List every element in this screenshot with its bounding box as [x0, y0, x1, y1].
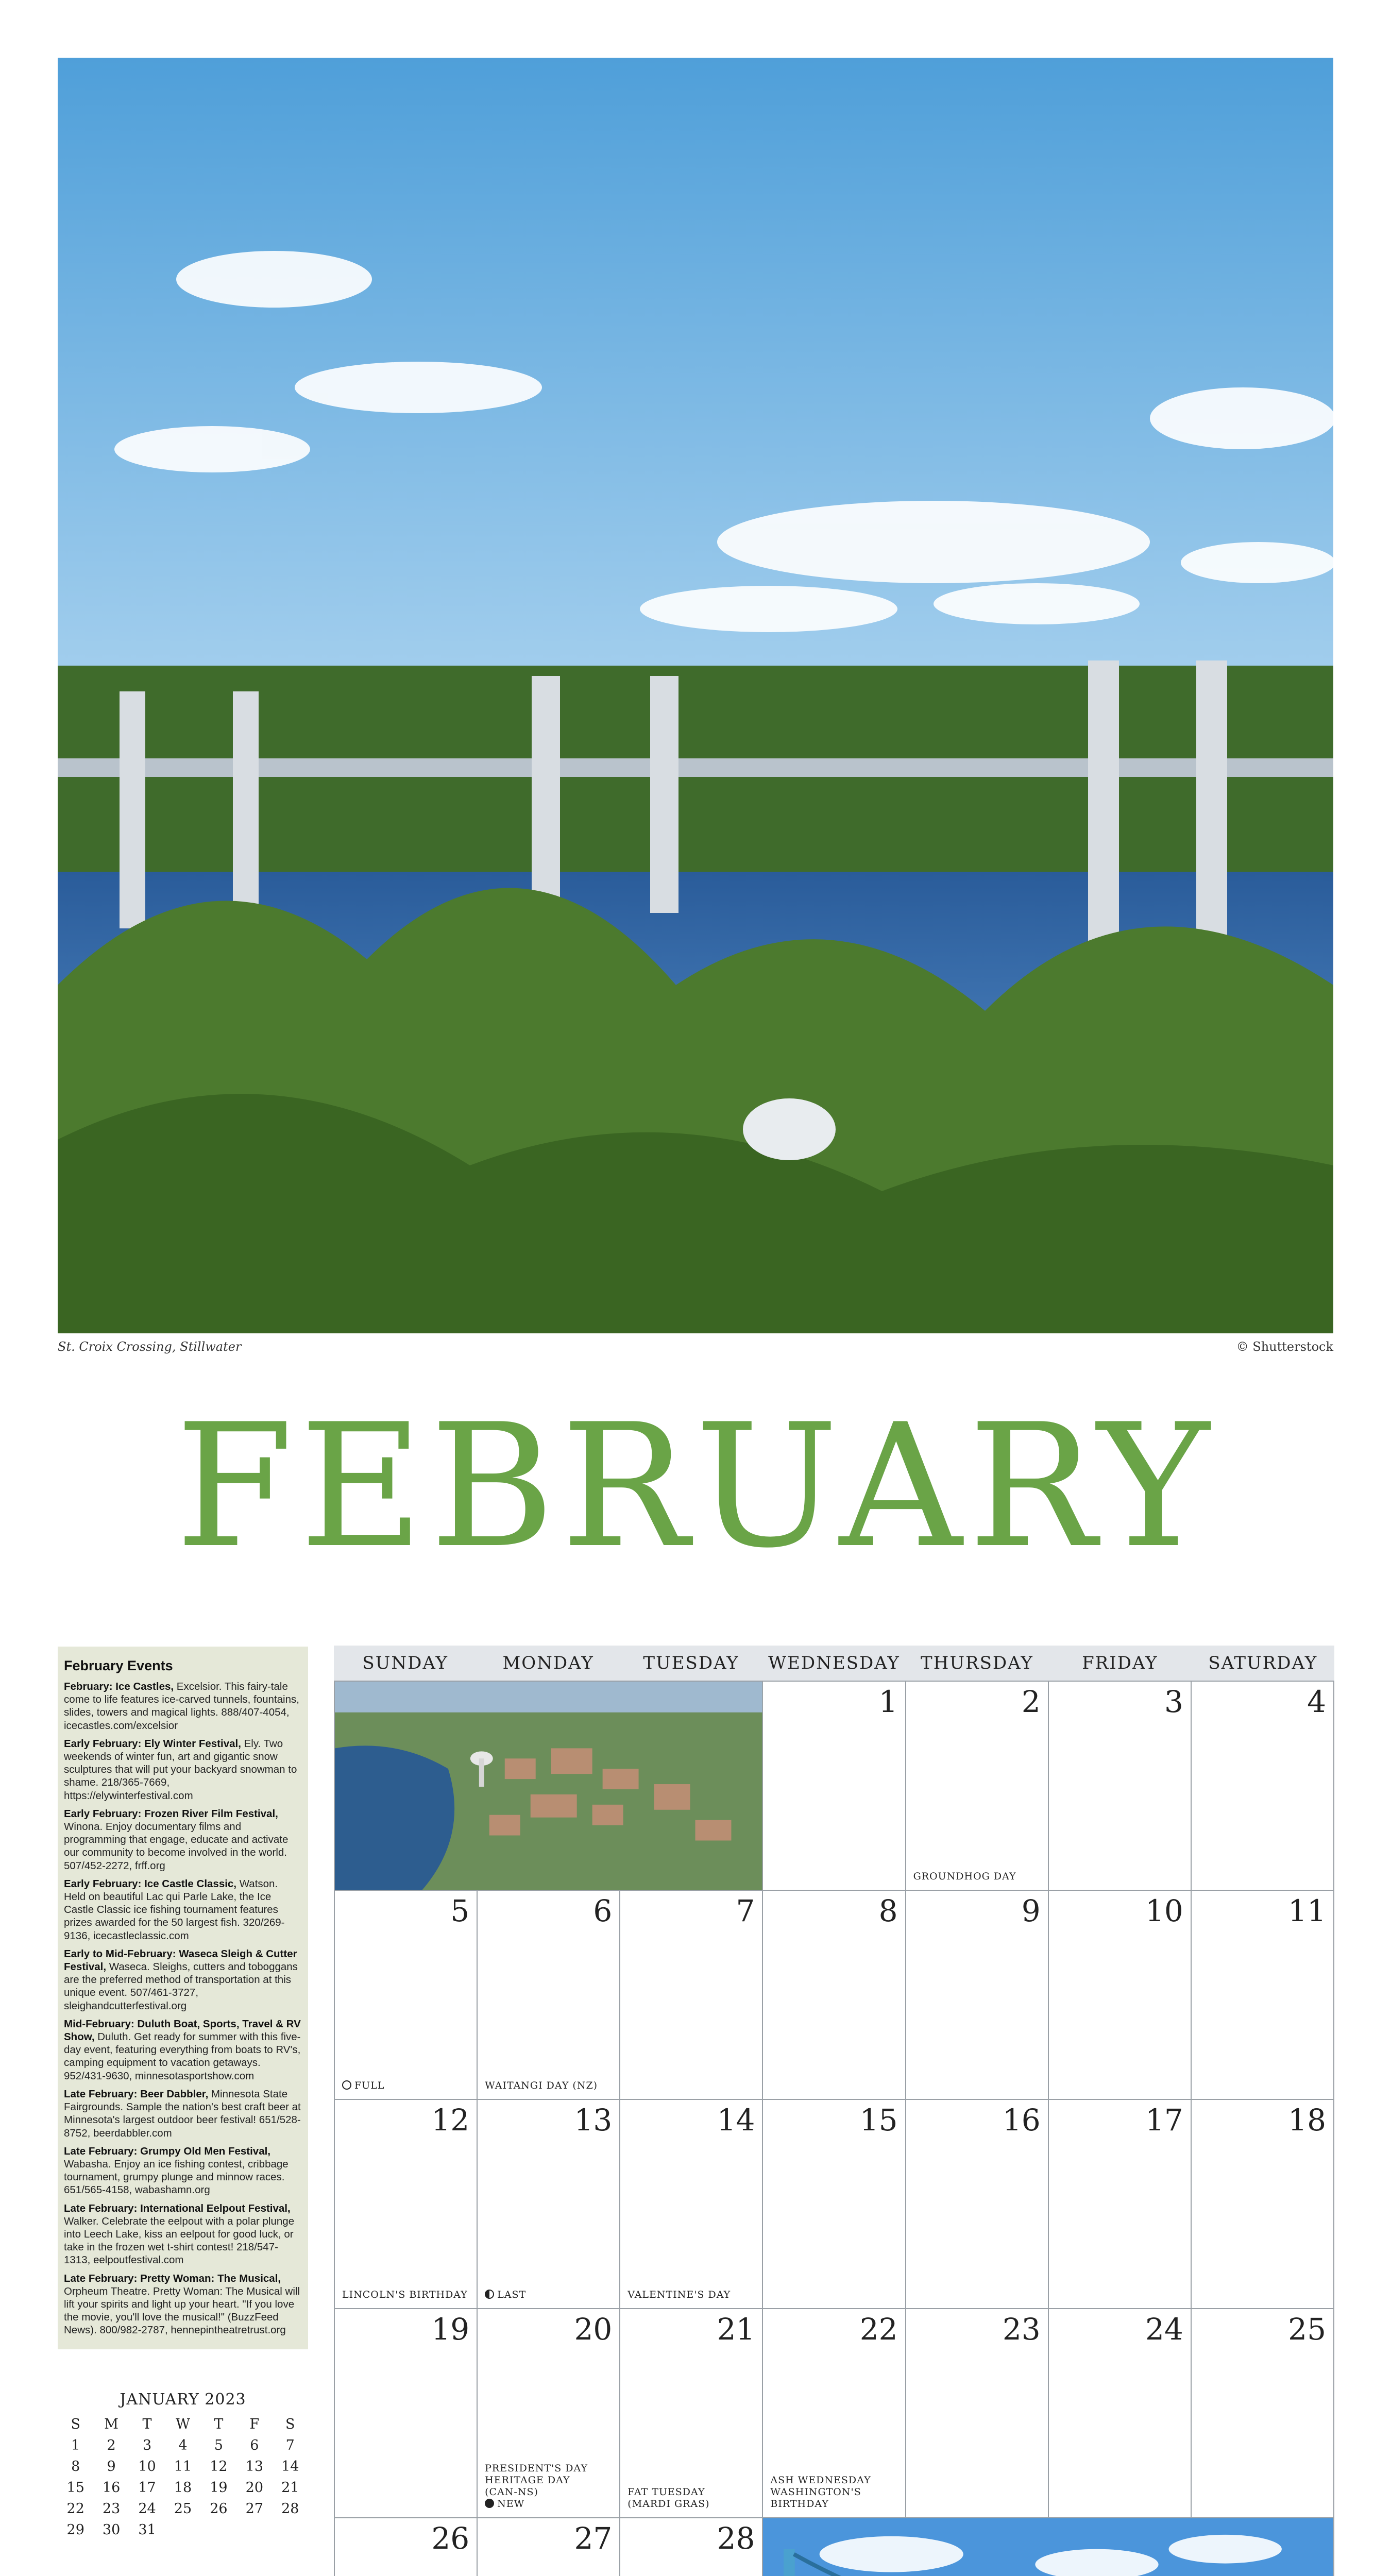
- holiday-label: GROUNDHOG DAY: [913, 1871, 1016, 1882]
- mini-day: 12: [210, 2459, 228, 2475]
- mini-day: 14: [281, 2459, 299, 2475]
- day-number: 5: [450, 1893, 470, 1928]
- day-cell[interactable]: [763, 2100, 906, 2309]
- weekday-label: SATURDAY: [1208, 1653, 1318, 1673]
- mini-day: 19: [210, 2480, 228, 2496]
- mini-day: 31: [138, 2522, 156, 2538]
- day-number: 14: [717, 2103, 755, 2138]
- mini-day: 27: [245, 2501, 263, 2517]
- mini-day: 2: [107, 2437, 116, 2453]
- moon-phase: [485, 2498, 588, 2510]
- day-cell[interactable]: [906, 2100, 1049, 2309]
- moon-phase-label: LAST: [497, 2289, 527, 2300]
- event-description: Winona. Enjoy documentary films and programming that engage, educate and activate our community to become involved in the world. 507/452-2272, frff.org: [64, 1821, 289, 1872]
- mini-day: [273, 2519, 308, 2540]
- day-cell[interactable]: [620, 2518, 763, 2576]
- day-number: 13: [574, 2103, 613, 2138]
- day-cell[interactable]: [763, 2309, 906, 2518]
- day-notes: [627, 2289, 731, 2301]
- event-heading: Late February: International Eelpout Festival,: [64, 2202, 291, 2214]
- mini-day: 26: [210, 2501, 228, 2517]
- event-heading: Late February: Pretty Woman: The Musical,: [64, 2272, 281, 2284]
- day-cell[interactable]: [478, 2309, 620, 2518]
- event-heading: February: Ice Castles,: [64, 1681, 174, 1692]
- day-cell[interactable]: [335, 2100, 478, 2309]
- day-cell[interactable]: [1192, 1682, 1334, 1891]
- event-heading: Early to Mid-February: Waseca Sleigh & Cutter Festival,: [64, 1947, 297, 1973]
- day-number: 15: [859, 2103, 898, 2138]
- mini-day: 9: [107, 2459, 116, 2475]
- inset-photo-hennepin-bridge: [763, 2518, 1334, 2576]
- holiday-label: WAITANGI DAY (NZ): [485, 2080, 598, 2091]
- event-item: [64, 1947, 301, 2012]
- day-number: 6: [593, 1893, 613, 1928]
- mini-day: 28: [281, 2501, 299, 2517]
- mini-day: 5: [214, 2437, 223, 2453]
- day-cell[interactable]: [335, 2309, 478, 2518]
- moon-last-icon: [485, 2290, 494, 2299]
- event-heading: Late February: Beer Dabbler,: [64, 2088, 209, 2100]
- mini-day: 17: [138, 2480, 156, 2496]
- event-item: [64, 1737, 301, 1802]
- mini-day: 29: [66, 2522, 84, 2538]
- mini-day: 3: [142, 2437, 152, 2453]
- day-notes: [627, 2486, 709, 2510]
- day-cell[interactable]: [763, 1682, 906, 1891]
- mini-day: 25: [174, 2501, 192, 2517]
- day-number: 16: [1002, 2103, 1041, 2138]
- holiday-label: PRESIDENT'S DAY: [485, 2463, 588, 2474]
- mini-day: [165, 2519, 200, 2540]
- weekday-label: TUESDAY: [643, 1653, 739, 1673]
- day-number: 4: [1307, 1684, 1326, 1719]
- events-panel: [58, 1647, 308, 2349]
- holiday-label: HERITAGE DAY: [485, 2475, 570, 2486]
- event-description: Minnesota State Fairgrounds. Sample the nation's best craft beer at Minnesota's largest outdoor beer festival! 651/528-8752, beerdabbler.com: [64, 2088, 301, 2139]
- weekday-label: MONDAY: [502, 1653, 594, 1673]
- holiday-label: LINCOLN'S BIRTHDAY: [342, 2289, 468, 2300]
- day-number: 10: [1145, 1893, 1183, 1928]
- weekday-label: WEDNESDAY: [768, 1653, 900, 1673]
- day-cell[interactable]: [1049, 2100, 1192, 2309]
- mini-day: 16: [102, 2480, 121, 2496]
- mini-weekday: S: [71, 2416, 80, 2432]
- weekday-label: SUNDAY: [362, 1653, 448, 1673]
- day-cell[interactable]: [1049, 2309, 1192, 2518]
- day-cell[interactable]: [335, 1891, 478, 2100]
- day-cell[interactable]: [906, 1682, 1049, 1891]
- mini-weekday: T: [214, 2416, 224, 2432]
- event-item: [64, 1680, 301, 1732]
- day-cells: [334, 1681, 1334, 2576]
- event-heading: Mid-February: Duluth Boat, Sports, Travel & RV Show,: [64, 2018, 301, 2043]
- day-cell[interactable]: [1049, 1891, 1192, 2100]
- mini-day: 23: [102, 2501, 121, 2517]
- event-description: Walker. Celebrate the eelpout with a polar plunge into Leech Lake, kiss an eelpout for good luck, or take in the frozen wet t-shirt contest! 218/547-1313, eelpoutfestival.com: [64, 2215, 295, 2266]
- day-number: 28: [717, 2521, 755, 2556]
- mini-weekday: S: [285, 2416, 295, 2432]
- events-list: [64, 1680, 301, 2337]
- day-number: 1: [878, 1684, 898, 1719]
- day-cell[interactable]: [478, 1891, 620, 2100]
- day-number: 3: [1164, 1684, 1183, 1719]
- day-number: 2: [1021, 1684, 1041, 1719]
- holiday-label: (MARDI GRAS): [627, 2498, 710, 2510]
- event-heading: Early February: Frozen River Film Festival,: [64, 1807, 278, 1820]
- mini-weekday: W: [176, 2416, 190, 2432]
- day-cell[interactable]: [335, 2518, 478, 2576]
- mini-day: 4: [178, 2437, 188, 2453]
- mini-calendar-table: [58, 2414, 308, 2540]
- day-notes: [913, 1871, 1016, 1883]
- day-notes: [342, 2080, 384, 2092]
- day-number: 24: [1145, 2312, 1183, 2347]
- event-description: Waseca. Sleighs, cutters and toboggans are the preferred method of transportation at this unique event. 507/461-3727, sleighandcutterfestival.org: [64, 1961, 298, 2012]
- day-number: 22: [859, 2312, 898, 2347]
- mini-calendar-january: [58, 2391, 308, 2540]
- event-item: [64, 1807, 301, 1872]
- day-cell[interactable]: [1192, 1891, 1334, 2100]
- day-number: 23: [1002, 2312, 1041, 2347]
- weekday-label: THURSDAY: [921, 1653, 1033, 1673]
- holiday-label: ASH WEDNESDAY: [770, 2475, 871, 2486]
- mini-day: 21: [281, 2480, 299, 2496]
- mini-day: [201, 2519, 236, 2540]
- holiday-label: FAT TUESDAY: [627, 2486, 705, 2498]
- mini-day: 1: [71, 2437, 80, 2453]
- day-notes: [342, 2289, 468, 2301]
- day-number: 9: [1021, 1893, 1041, 1928]
- day-notes: [485, 2463, 588, 2510]
- mini-weekday: M: [104, 2416, 118, 2432]
- day-number: 26: [431, 2521, 470, 2556]
- events-title: February Events: [64, 1658, 173, 1673]
- weekday-label: FRIDAY: [1082, 1653, 1158, 1673]
- event-description: Duluth. Get ready for summer with this five-day event, featuring everything from boats to RV's, camping equipment to vacation getaways. 952/431-9630, minnesotasportshow.com: [64, 2031, 301, 2082]
- day-cell[interactable]: [1192, 2100, 1334, 2309]
- holiday-label: VALENTINE'S DAY: [627, 2289, 731, 2300]
- moon-phase-label: NEW: [497, 2498, 525, 2510]
- day-notes: [485, 2080, 598, 2092]
- day-number: 12: [431, 2103, 470, 2138]
- moon-phase: [485, 2289, 526, 2301]
- event-item: [64, 2272, 301, 2337]
- photo-credit: © Shutterstock: [1236, 1340, 1333, 1354]
- moon-new-icon: [485, 2499, 494, 2508]
- feature-photo: [58, 58, 1333, 1333]
- day-cell[interactable]: [620, 1891, 763, 2100]
- event-heading: Early February: Ely Winter Festival,: [64, 1737, 241, 1750]
- event-description: Watson. Held on beautiful Lac qui Parle Lake, the Ice Castle Classic ice fishing tournament features prizes awarded for the 50 largest fish. 320/269-9136, icecastleclassic.com: [64, 1877, 285, 1942]
- event-item: [64, 2088, 301, 2140]
- mini-day: 10: [138, 2459, 156, 2475]
- day-notes: [770, 2475, 871, 2510]
- mini-day: 30: [102, 2522, 121, 2538]
- day-cell[interactable]: [763, 1891, 906, 2100]
- day-number: 11: [1288, 1893, 1326, 1928]
- event-heading: Late February: Grumpy Old Men Festival,: [64, 2145, 270, 2157]
- event-item: [64, 2018, 301, 2082]
- day-cell[interactable]: [906, 1891, 1049, 2100]
- moon-full-icon: [342, 2080, 351, 2090]
- month-title: FEBRUARY: [175, 1387, 1216, 1585]
- day-number: 21: [717, 2312, 755, 2347]
- mini-day: 24: [138, 2501, 156, 2517]
- event-description: Orpheum Theatre. Pretty Woman: The Musical will lift your spirits and light up your heart. "If you love the movie, you'll love the musical!" (BuzzFeed News). 800/982-2787, hennepintheatretrust.org: [64, 2285, 300, 2336]
- event-heading: Early February: Ice Castle Classic,: [64, 1877, 237, 1890]
- day-notes: [485, 2289, 526, 2301]
- event-description: Excelsior. This fairy-tale come to life features ice-carved tunnels, fountains, slides, towers and magical lights. 888/407-4054, icecastles.com/excelsior: [64, 1681, 299, 1732]
- day-cell[interactable]: [1049, 1682, 1192, 1891]
- mini-day: 20: [245, 2480, 263, 2496]
- mini-day: [236, 2519, 272, 2540]
- inset-photo-albert-lea: [335, 1682, 763, 1891]
- event-description: Ely. Two weekends of winter fun, art and gigantic snow sculptures that will put your backyard snowman to shame. 218/365-7669, https://elywinterfestival.com: [64, 1737, 297, 1802]
- day-number: 18: [1288, 2103, 1326, 2138]
- mini-day: 7: [285, 2437, 295, 2453]
- event-item: [64, 1877, 301, 1942]
- holiday-label: WASHINGTON'S: [770, 2486, 861, 2498]
- month-grid: [334, 1646, 1334, 2576]
- mini-day: 22: [66, 2501, 84, 2517]
- day-cell[interactable]: [478, 2518, 620, 2576]
- moon-phase-label: FULL: [354, 2080, 385, 2091]
- day-number: 8: [878, 1893, 898, 1928]
- photo-caption: St. Croix Crossing, Stillwater: [58, 1340, 242, 1354]
- day-number: 17: [1145, 2103, 1183, 2138]
- day-cell[interactable]: [478, 2100, 620, 2309]
- event-item: [64, 2145, 301, 2197]
- day-cell[interactable]: [620, 2309, 763, 2518]
- mini-weekday: F: [249, 2416, 260, 2432]
- mini-day: 15: [66, 2480, 84, 2496]
- mini-calendar-title: JANUARY 2023: [120, 2391, 246, 2409]
- day-cell[interactable]: [620, 2100, 763, 2309]
- day-number: 27: [574, 2521, 613, 2556]
- mini-day: 8: [71, 2459, 80, 2475]
- event-description: Wabasha. Enjoy an ice fishing contest, cribbage tournament, grumpy plunge and minnow races. 651/565-4158, wabashamn.org: [64, 2158, 289, 2196]
- day-number: 7: [736, 1893, 755, 1928]
- mini-day: 6: [250, 2437, 259, 2453]
- mini-weekday: T: [142, 2416, 152, 2432]
- mini-day: 11: [174, 2459, 192, 2475]
- mini-day: 13: [245, 2459, 263, 2475]
- moon-phase: [342, 2080, 384, 2092]
- day-cell[interactable]: [906, 2309, 1049, 2518]
- day-number: 25: [1288, 2312, 1326, 2347]
- holiday-label: (CAN-NS): [485, 2486, 538, 2498]
- holiday-label: BIRTHDAY: [770, 2498, 829, 2510]
- event-item: [64, 2202, 301, 2267]
- mini-day: 18: [174, 2480, 192, 2496]
- day-number: 20: [574, 2312, 613, 2347]
- day-cell[interactable]: [1192, 2309, 1334, 2518]
- day-number: 19: [431, 2312, 470, 2347]
- weekday-header: [334, 1646, 1334, 1681]
